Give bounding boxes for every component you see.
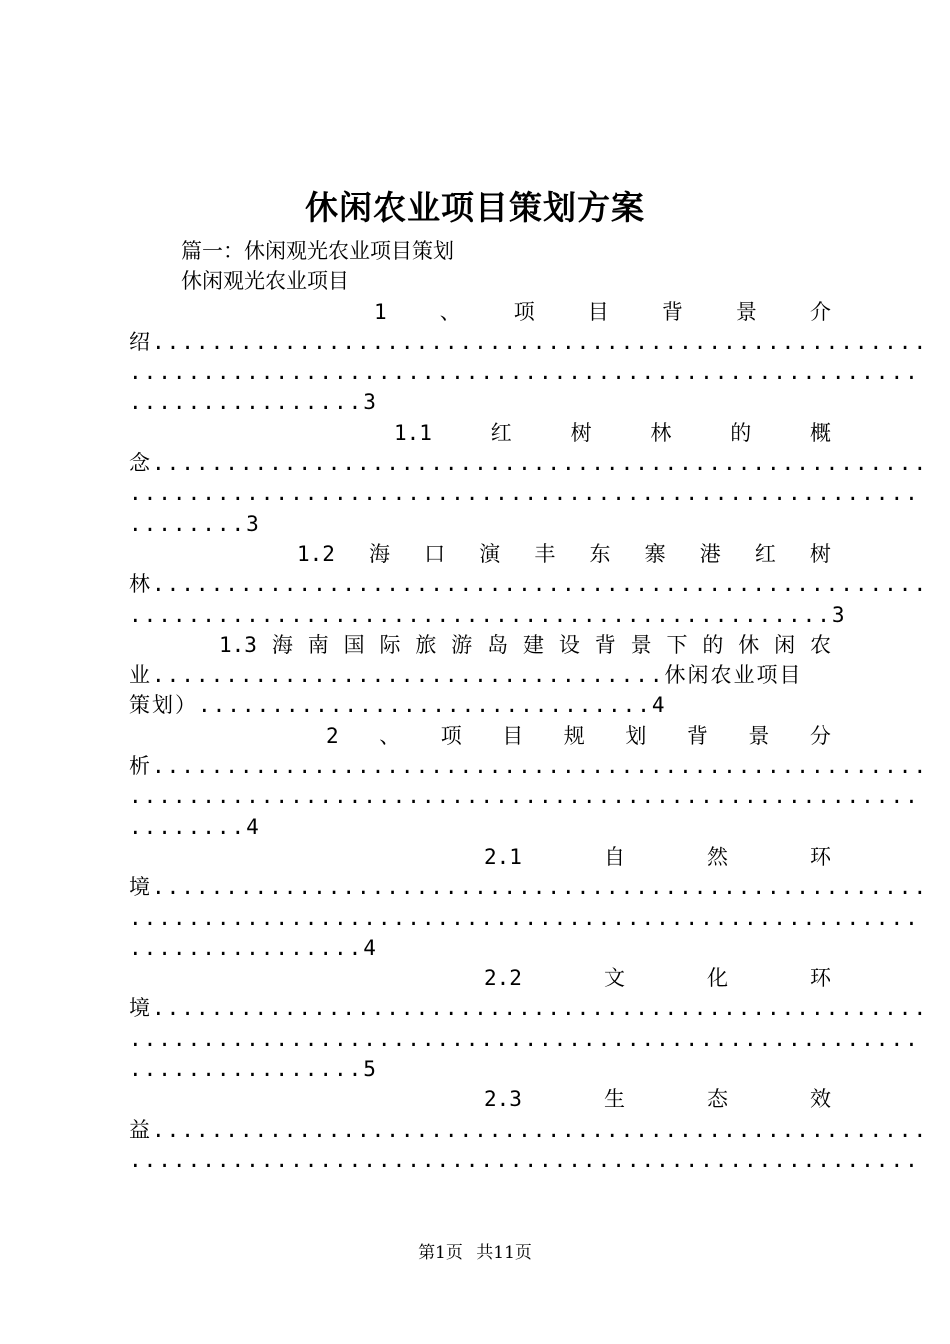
document-body: [129, 236, 929, 1175]
toc-heading-token: 景: [630, 632, 652, 657]
toc-heading-token: 旅: [415, 632, 437, 657]
toc-leader-line: ......................................................: [129, 1026, 920, 1051]
toc-entry[interactable]: [129, 297, 929, 418]
toc-heading-token: 国: [343, 632, 365, 657]
toc-heading-token: 项: [513, 299, 535, 324]
toc-heading-token: 目: [587, 299, 609, 324]
toc-leader-line: ......................................................: [129, 481, 920, 506]
toc-heading-token: 1.3: [219, 632, 257, 657]
toc-heading-token: 游: [451, 632, 473, 657]
toc-heading-token: 、: [379, 723, 401, 748]
toc-heading-token: 设: [558, 632, 580, 657]
toc-entry-heading: [129, 1084, 831, 1114]
toc-heading-token: 2.3: [484, 1087, 522, 1112]
document-title: 休闲农业项目策划方案: [305, 188, 645, 227]
toc-leader-line: 绍.....................................................: [129, 329, 929, 354]
toc-leader-line: ................4: [129, 935, 378, 960]
toc-heading-token: 规: [563, 723, 585, 748]
toc-heading-token: 概: [810, 420, 831, 445]
toc-leader-line: 益.....................................................: [129, 1117, 929, 1142]
toc-leader-line: ................5: [129, 1057, 378, 1082]
toc-leader-line: 境.....................................................: [129, 875, 929, 900]
toc-heading-token: 划: [625, 723, 647, 748]
toc-heading-token: 际: [379, 632, 401, 657]
toc-leader-line: 林.....................................................: [129, 572, 929, 597]
toc-heading-token: 化: [706, 966, 728, 991]
toc-heading-token: 港: [699, 541, 721, 566]
toc-heading-token: 介: [809, 299, 831, 324]
toc-heading-token: 自: [603, 844, 625, 869]
toc-leader-line: 业...................................休闲农业项目: [129, 663, 803, 688]
toc-heading-token: 景: [735, 299, 757, 324]
table-of-contents: [129, 297, 929, 1176]
toc-leader-line: ................3: [129, 390, 378, 415]
toc-heading-token: 环: [809, 966, 831, 991]
toc-entry-heading: [129, 539, 831, 569]
toc-heading-token: 闲: [774, 632, 796, 657]
toc-heading-token: 寨: [644, 541, 666, 566]
toc-heading-token: 红: [490, 420, 512, 445]
toc-heading-token: 休: [738, 632, 760, 657]
toc-leader-line: ........4: [129, 814, 261, 839]
toc-leader-line: ......................................................: [129, 905, 920, 930]
toc-heading-token: 景: [748, 723, 770, 748]
toc-entry-heading: [129, 963, 831, 993]
toc-entry[interactable]: [129, 1084, 929, 1175]
toc-entry[interactable]: [129, 630, 831, 721]
toc-heading-token: 演: [479, 541, 501, 566]
toc-entry[interactable]: [129, 721, 929, 842]
toc-leader-line: 策划）...............................4: [129, 693, 667, 718]
page-number: 第1页: [418, 1243, 463, 1263]
toc-heading-token: 东: [589, 541, 611, 566]
toc-heading-token: 态: [706, 1087, 728, 1112]
toc-heading-token: 口: [424, 541, 446, 566]
toc-heading-token: 的: [702, 632, 724, 657]
toc-heading-token: 背: [661, 299, 683, 324]
toc-heading-token: 林: [650, 420, 672, 445]
toc-heading-token: 文: [603, 966, 625, 991]
toc-heading-token: 分: [809, 723, 831, 748]
toc-entry-heading: [129, 630, 831, 660]
toc-entry-heading: [129, 842, 831, 872]
toc-leader-line: ........3: [129, 511, 261, 536]
page-footer: [0, 1241, 950, 1265]
toc-heading-token: 1.2: [297, 541, 335, 566]
toc-leader-line: ......................................................: [129, 360, 920, 385]
toc-heading-token: 的: [730, 420, 752, 445]
toc-leader-line: 析.....................................................: [129, 754, 929, 779]
toc-heading-token: 海: [369, 541, 391, 566]
toc-entry[interactable]: [129, 963, 929, 1084]
toc-heading-token: 红: [754, 541, 776, 566]
toc-heading-token: 环: [809, 844, 831, 869]
toc-entry[interactable]: [129, 418, 929, 539]
toc-entry-heading: [129, 297, 831, 327]
toc-heading-token: 树: [570, 420, 592, 445]
toc-heading-token: 2.2: [484, 966, 522, 991]
toc-entry[interactable]: [129, 842, 929, 963]
toc-heading-token: 然: [706, 844, 728, 869]
toc-heading-token: 农: [809, 632, 831, 657]
toc-heading-token: 树: [809, 541, 831, 566]
toc-heading-token: 2: [326, 723, 339, 748]
toc-heading-token: 建: [522, 632, 544, 657]
toc-heading-token: 效: [809, 1087, 831, 1112]
toc-heading-token: 海: [271, 632, 293, 657]
toc-heading-token: 背: [686, 723, 708, 748]
toc-heading-token: 1: [374, 299, 387, 324]
page-total: 共11页: [476, 1243, 532, 1263]
intro-line: 篇一：休闲观光农业项目策划: [181, 239, 454, 263]
toc-heading-token: 背: [594, 632, 616, 657]
toc-heading-token: 下: [666, 632, 688, 657]
toc-heading-token: 南: [307, 632, 329, 657]
toc-leader-line: ................................................3: [129, 602, 847, 627]
toc-leader-line: ......................................................: [129, 784, 920, 809]
toc-heading-token: 岛: [487, 632, 509, 657]
toc-heading-token: 生: [603, 1087, 625, 1112]
toc-entry-heading: [129, 418, 831, 448]
toc-leader-line: ......................................................: [129, 1147, 920, 1172]
toc-heading-token: 丰: [534, 541, 556, 566]
toc-entry[interactable]: [129, 539, 929, 630]
toc-leader-line: 境.....................................................: [129, 996, 929, 1021]
toc-heading-token: 1.1: [394, 420, 432, 445]
toc-entry-heading: [129, 721, 831, 751]
toc-heading-token: 、: [439, 299, 461, 324]
toc-leader-line: 念.....................................................: [129, 451, 929, 476]
intro-line: 休闲观光农业项目: [181, 269, 349, 294]
toc-heading-token: 项: [440, 723, 462, 748]
toc-heading-token: 目: [502, 723, 524, 748]
toc-heading-token: 2.1: [484, 844, 522, 869]
